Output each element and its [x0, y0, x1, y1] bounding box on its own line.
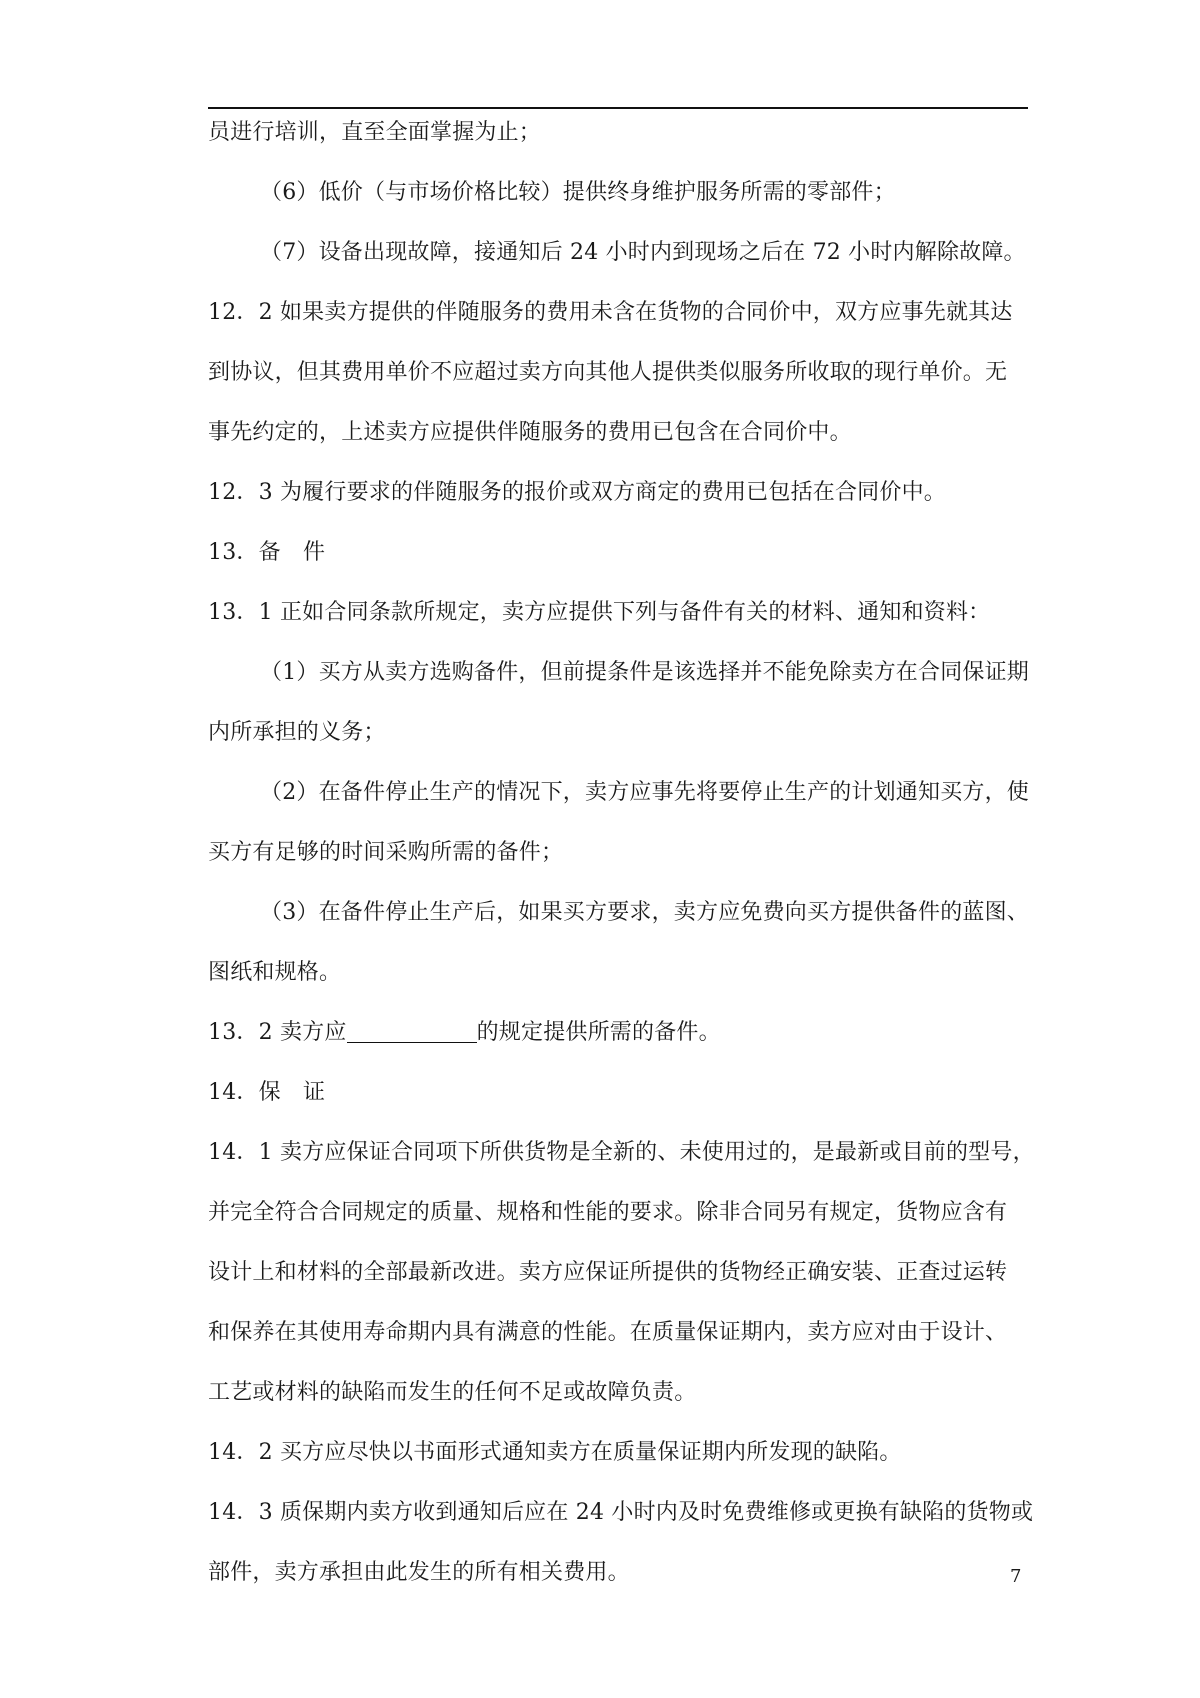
text-line: 买方有足够的时间采购所需的备件； — [208, 840, 564, 865]
text-line: 员进行培训，直至全面掌握为止； — [208, 120, 542, 145]
text-line: 部件，卖方承担由此发生的所有相关费用。 — [208, 1560, 630, 1585]
fill-in-blank — [347, 1018, 477, 1043]
text-line: 13．1 正如合同条款所规定，卖方应提供下列与备件有关的材料、通知和资料： — [208, 600, 991, 625]
text-fragment: 13．2 卖方应 — [208, 1020, 347, 1045]
text-line: 14．1 卖方应保证合同项下所供货物是全新的、未使用过的，是最新或目前的型号， — [208, 1140, 1035, 1165]
page-number: 7 — [1010, 1566, 1022, 1587]
section-heading: 14．保 证 — [208, 1080, 326, 1105]
text-line: 12．3 为履行要求的伴随服务的报价或双方商定的费用已包括在合同价中。 — [208, 480, 946, 505]
header-rule — [208, 107, 1028, 109]
text-line: 图纸和规格。 — [208, 960, 342, 985]
text-line: 事先约定的，上述卖方应提供伴随服务的费用已包含在合同价中。 — [208, 420, 852, 445]
text-line: （6）低价（与市场价格比较）提供终身维护服务所需的零部件； — [260, 180, 896, 205]
text-line: 内所承担的义务； — [208, 720, 386, 745]
text-line-with-blank — [208, 1013, 721, 1053]
text-line: 14．2 买方应尽快以书面形式通知卖方在质量保证期内所发现的缺陷。 — [208, 1440, 902, 1465]
text-line: （7）设备出现故障，接通知后 24 小时内到现场之后在 72 小时内解除故障。 — [260, 240, 1026, 265]
text-line: （2）在备件停止生产的情况下，卖方应事先将要停止生产的计划通知买方，使 — [260, 780, 1029, 805]
text-line: （3）在备件停止生产后，如果买方要求，卖方应免费向买方提供备件的蓝图、 — [260, 900, 1029, 925]
text-line: 12．2 如果卖方提供的伴随服务的费用未含在货物的合同价中，双方应事先就其达 — [208, 300, 1013, 325]
text-line: 到协议，但其费用单价不应超过卖方向其他人提供类似服务所收取的现行单价。无 — [208, 360, 1008, 385]
text-line: （1）买方从卖方选购备件，但前提条件是该选择并不能免除卖方在合同保证期 — [260, 660, 1029, 685]
text-line: 并完全符合合同规定的质量、规格和性能的要求。除非合同另有规定，货物应含有 — [208, 1200, 1008, 1225]
section-heading: 13．备 件 — [208, 540, 326, 565]
text-fragment: 的规定提供所需的备件。 — [476, 1020, 721, 1045]
text-line: 设计上和材料的全部最新改进。卖方应保证所提供的货物经正确安装、正查过运转 — [208, 1260, 1008, 1285]
text-line: 工艺或材料的缺陷而发生的任何不足或故障负责。 — [208, 1380, 697, 1405]
text-line: 和保养在其使用寿命期内具有满意的性能。在质量保证期内，卖方应对由于设计、 — [208, 1320, 1008, 1345]
text-line: 14．3 质保期内卖方收到通知后应在 24 小时内及时免费维修或更换有缺陷的货物或 — [208, 1500, 1034, 1525]
